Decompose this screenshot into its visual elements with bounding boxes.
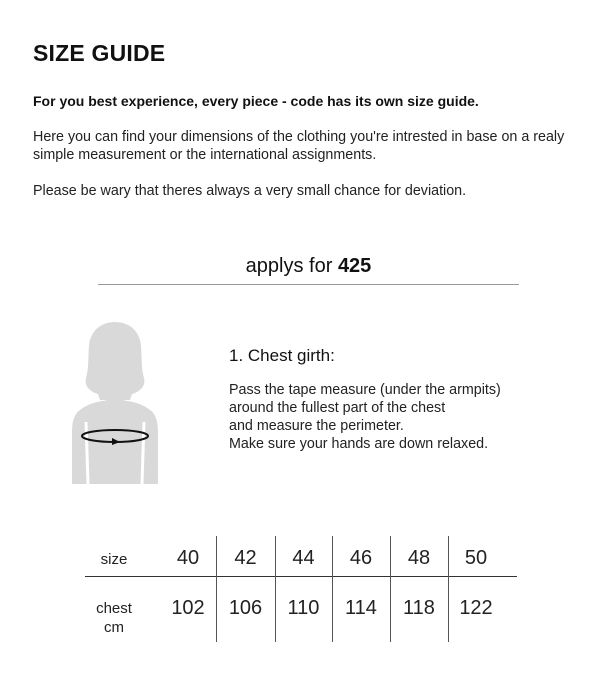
table-header-divider [85, 576, 517, 577]
size-row-label: size [100, 551, 128, 568]
arm-line-right [142, 422, 144, 484]
product-code: 425 [337, 255, 372, 277]
applies-prefix: applys for [245, 255, 338, 277]
size-cell: 40 [176, 547, 200, 569]
chest-label: chest [96, 600, 132, 617]
arm-line-left [86, 422, 88, 484]
size-table [85, 536, 517, 642]
chest-cell: 106 [228, 597, 263, 619]
measurement-instructions [229, 381, 569, 453]
measurement-title: 1. Chest girth: [229, 346, 335, 365]
size-cell: 50 [464, 547, 488, 569]
applies-divider [98, 284, 519, 285]
applies-heading [98, 255, 519, 278]
chest-row-label [85, 599, 143, 637]
chest-unit: cm [104, 619, 124, 636]
instruction-line: and measure the perimeter. [229, 418, 404, 434]
size-cell: 48 [407, 547, 431, 569]
deviation-paragraph: Please be wary that theres always a very small chance for deviation. [33, 183, 467, 199]
size-cell: 42 [234, 547, 257, 569]
body-silhouette-icon [60, 318, 170, 488]
chest-cell: 110 [287, 597, 320, 619]
chest-cell: 102 [171, 597, 205, 619]
lead-text: For you best experience, every piece - code has its own size guide. [33, 93, 479, 109]
intro-paragraph: Here you can find your dimensions of the clothing you're intrested in base on a realy simple measurement or the international assignments. [33, 129, 565, 163]
size-cell: 46 [349, 547, 373, 569]
instruction-line: Make sure your hands are down relaxed. [229, 436, 489, 452]
chest-cell: 122 [459, 597, 493, 619]
instruction-line: Pass the tape measure (under the armpits) [229, 382, 501, 398]
chest-cell: 114 [345, 597, 377, 619]
instruction-line: around the fullest part of the chest [229, 400, 446, 416]
size-cell: 44 [292, 547, 315, 569]
page-title: SIZE GUIDE [33, 40, 166, 66]
chest-cell: 118 [403, 597, 435, 619]
